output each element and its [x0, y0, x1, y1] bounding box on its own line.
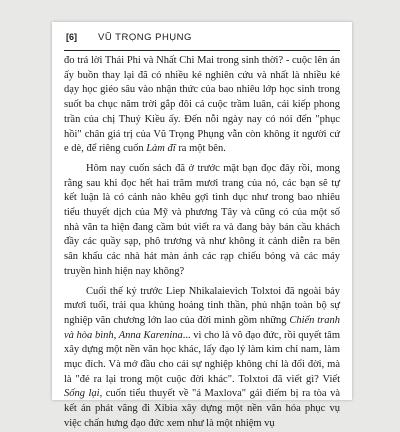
running-title: VŨ TRỌNG PHỤNG [98, 32, 192, 43]
italic-title-text: Chiến tranh và hòa bình, Anna Karenina [64, 314, 340, 341]
header-rule [64, 50, 340, 51]
italic-title-text: Sống lại [64, 388, 100, 400]
text-run: ... vì cho là vô đạo đức, rồi quyết tâm xây dựng một nền văn học khác, lấy đạo lý làm kim chỉ nam, làm mục đích. Và mở đầu cho cái sự nghiệp không chỉ là đổi đời, mà là "đẻ ra lại trong một cuộc đời khác". Tolxtoi đã viết gì? Viết [64, 329, 340, 385]
text-run: ra một bên. [175, 143, 226, 155]
page-header [64, 30, 340, 50]
paragraph [64, 54, 340, 157]
page-number: [6] [66, 32, 77, 42]
book-page [52, 22, 352, 429]
text-run: , cuốn tiểu thuyết về "ả Maxlova" gái điếm bị ra tòa và kết án phát vãng đi Xibia xây dựng một nền văn hóa phục vụ việc chấn hưng đạo đức xem như là một nhiệm vụ [64, 388, 340, 429]
paragraph [64, 162, 340, 280]
italic-title-text: Làm đĩ [146, 143, 176, 155]
body-text [64, 54, 340, 432]
paragraph [64, 285, 340, 432]
text-run: đo trá lời Thái Phi và Nhất Chi Mai trong sinh thời? - cuộc lên án ấy buồn thay lại đã có nhiều kẻ nghiên cứu và nhất là nhiều kẻ dạy học giéo sâu vào nhận thức của bao nhiêu lớp học sinh trong suốt ba chục năm trời gắp đôi cả cuộc trầm luân, cái kiếp phong trần của chị Thuý Kiều ấy. Đến nỗi ngày nay có nói đến "phục hồi" chân giá trị của Vũ Trọng Phụng vẫn còn không ít người cứ e dè, để riêng cuốn [64, 55, 340, 155]
text-run: Hôm nay cuốn sách đã ở trước mặt bạn đọc đây rồi, mong rằng sau khi đọc hết hai trăm mươi trang của nó, các bạn sẽ tự kết luận là có cảnh nào khêu gợi tình dục như trong bao nhiêu tiểu thuyết dịch của Mỹ và phương Tây và cũng có của một số nhà văn ta hiện đang cầm bút viết ra và đang bày bán cầu khách đầy các quầy sạp, phô trương và như không ít cảnh diễn ra bên sân khấu các nhà hát màn ảnh các rạp chiếu bóng và các máy truyền hình hiện nay không? [64, 162, 340, 277]
text-run: Cuối thế kỷ trước Liep Nhikalaievich Tolxtoi đã ngoài bảy mươi tuổi, trải qua khủng hoảng tinh thần, phủ nhận toàn bộ sự nghiệp văn chương lớn lao của đời mình gồm những [64, 285, 340, 326]
